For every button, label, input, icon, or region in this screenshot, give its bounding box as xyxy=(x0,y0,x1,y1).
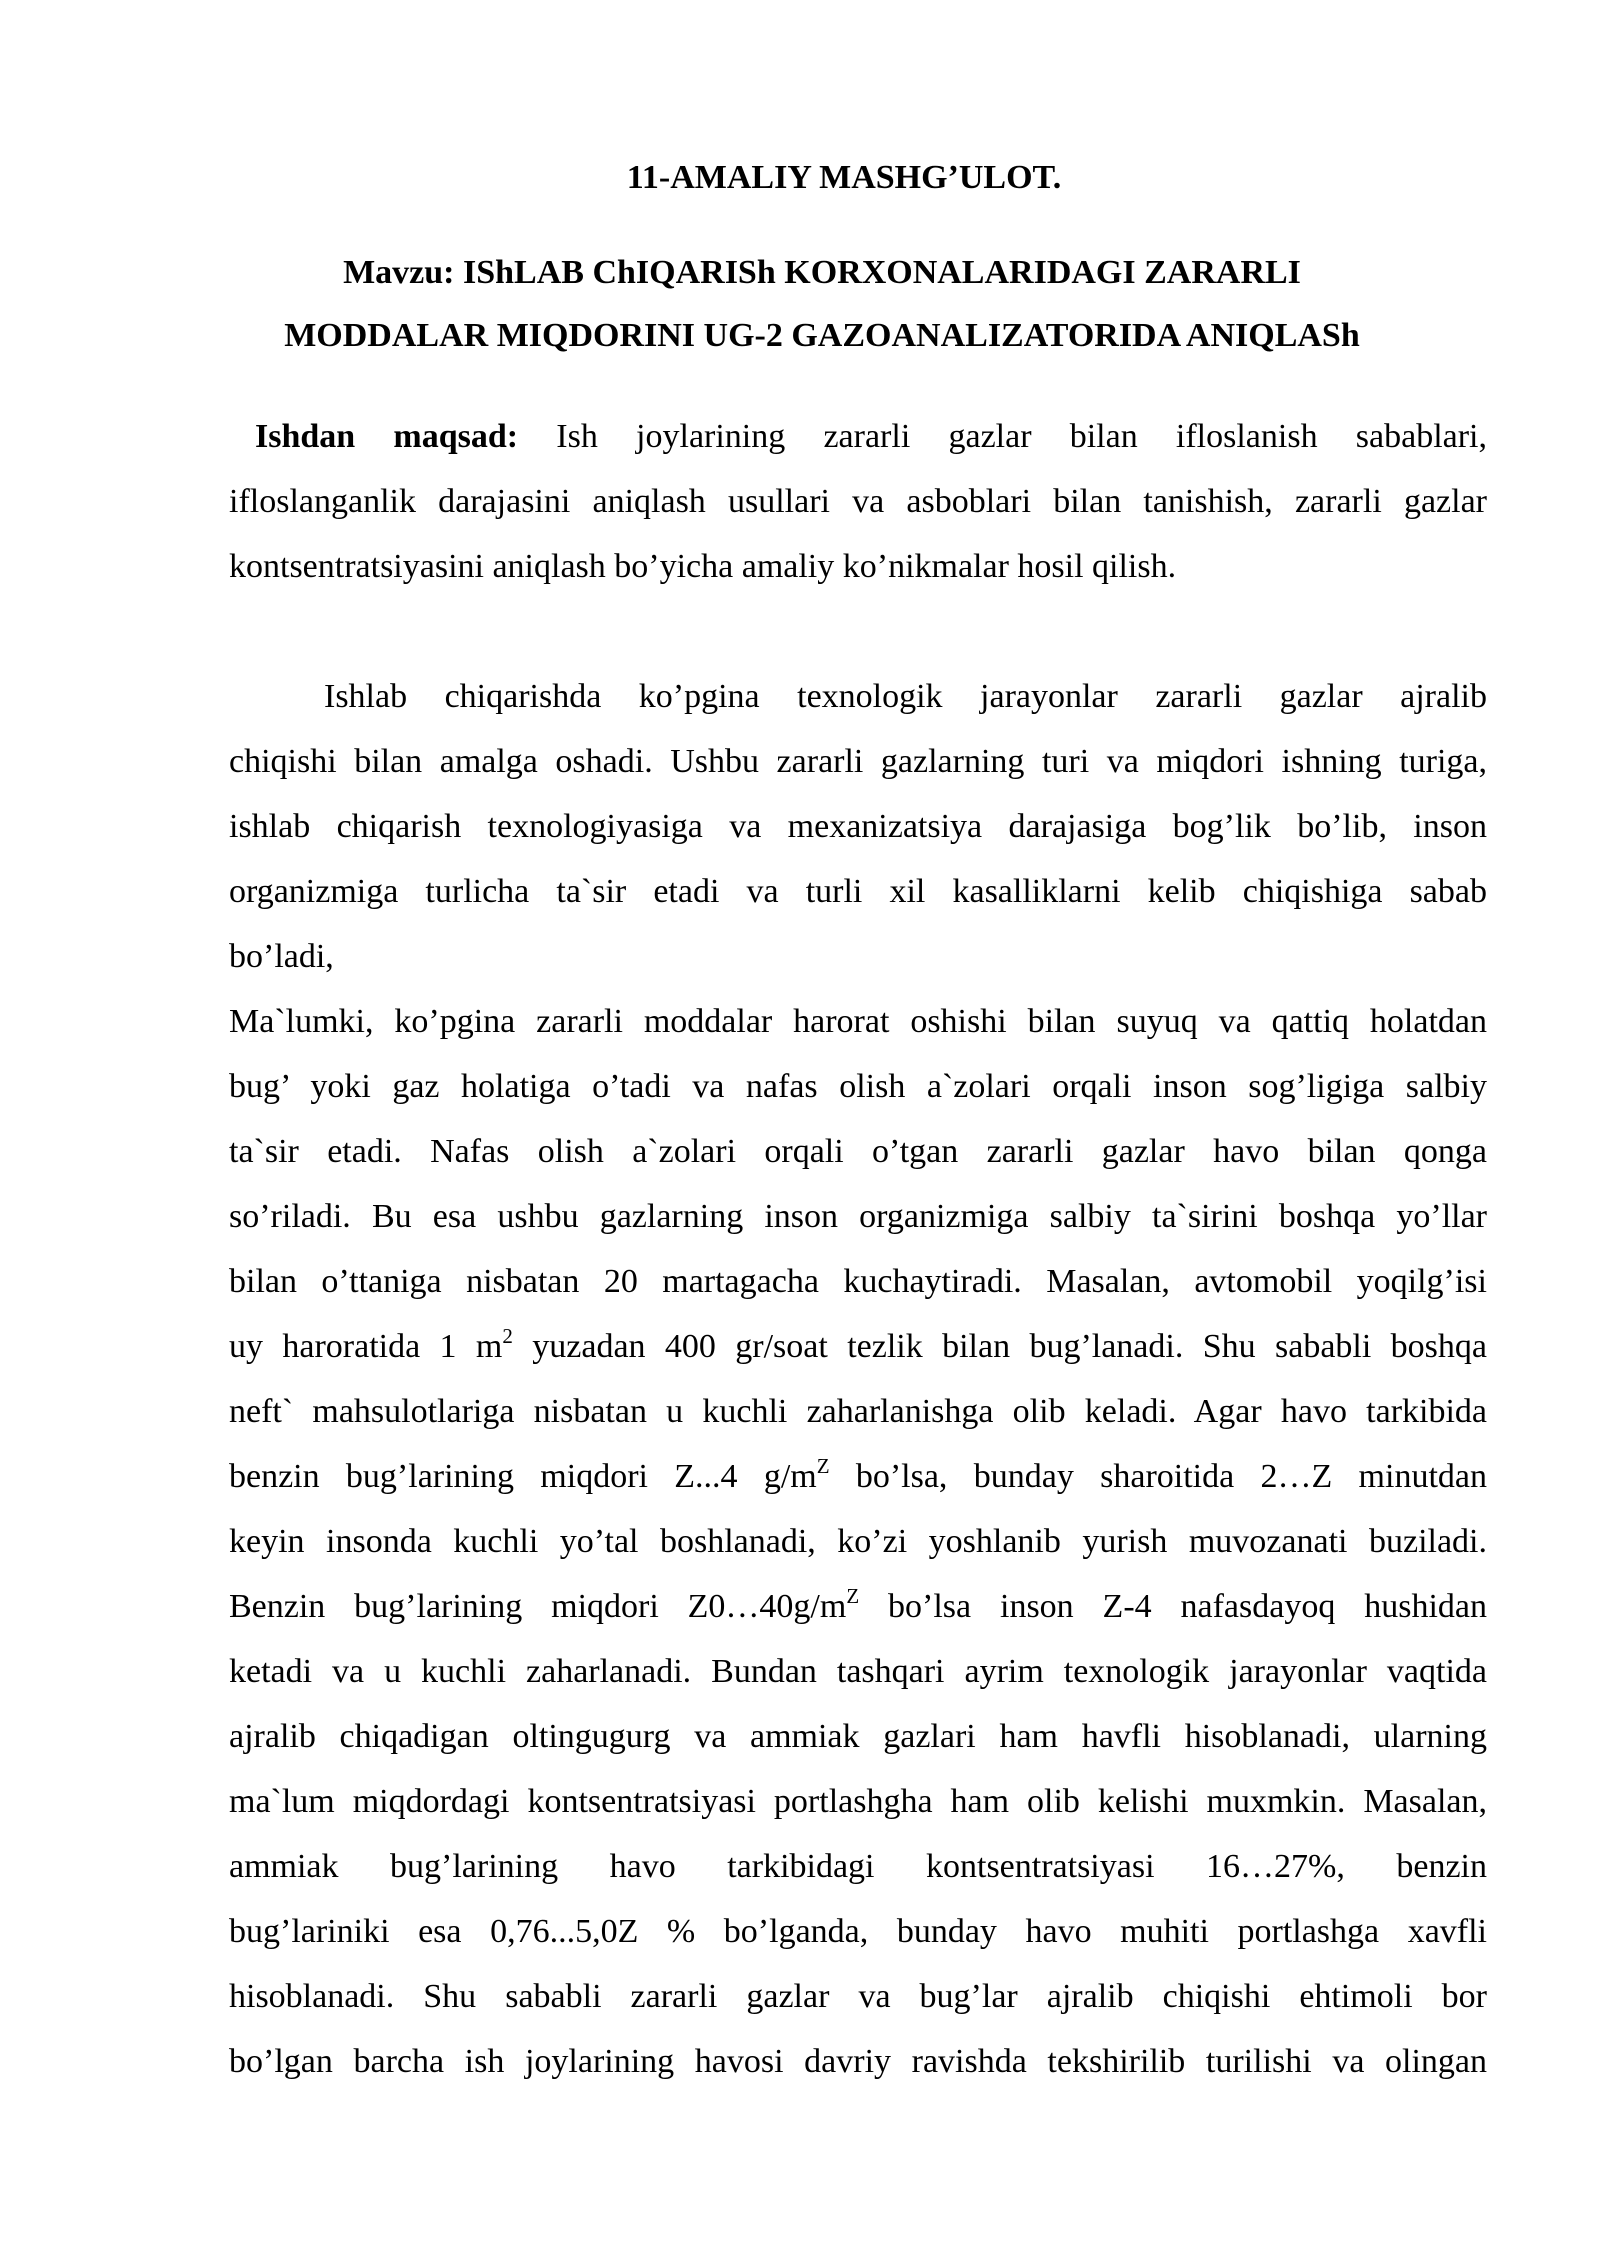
body-line: Ishlab chiqarishda ko’pgina texnologik jarayonlar zararli gazlar ajralib xyxy=(324,678,1487,715)
body-line: ma`lum miqdordagi kontsentratsiyasi portlashgha ham olib kelishi muxmkin. Masalan, xyxy=(229,1783,1487,1820)
body-line: chiqishi bilan amalga oshadi. Ushbu zararli gazlarning turi va miqdori ishning turiga, xyxy=(229,743,1487,780)
body-line xyxy=(229,2094,1487,2159)
superscript: Z xyxy=(816,1454,830,1478)
topic-heading-line-2: MODDALAR MIQDORINI UG-2 GAZOANALIZATORIDA ANIQLASh xyxy=(284,317,1360,354)
body-line: hisoblanadi. Shu sababli zararli gazlar va bug’lar ajralib chiqishi ehtimoli bor xyxy=(229,1978,1487,2015)
body-line: ishlab chiqarish texnologiyasiga va mexanizatsiya darajasiga bog’lik bo’lib, inson xyxy=(229,808,1487,845)
document-title: 11-AMALIY MASHG’ULOT. xyxy=(626,159,1062,196)
body-line: ta`sir etadi. Nafas olish a`zolari orqali o’tgan zararli gazlar havo bilan qonga xyxy=(229,1133,1487,1170)
body-line xyxy=(229,1314,1487,1379)
body-line xyxy=(229,1444,1487,1509)
superscript: 2 xyxy=(502,1324,513,1348)
body-line: bo’ladi, xyxy=(229,938,334,975)
body-text: bo’lsa inson Z-4 nafasdayoq hushidan xyxy=(859,1588,1487,1625)
body-line: neft` mahsulotlariga nisbatan u kuchli zaharlanishga olib keladi. Agar havo tarkibida xyxy=(229,1393,1487,1430)
topic-heading-line-1: Mavzu: IShLAB ChIQARISh KORXONALARIDAGI ZARARLI xyxy=(343,254,1301,291)
body-text: benzin bug’larining miqdori Z...4 g/m xyxy=(229,1458,817,1495)
main-paragraph xyxy=(229,664,1487,2159)
body-line: bug’ yoki gaz holatiga o’tadi va nafas olish a`zolari orqali inson sog’ligiga salbiy xyxy=(229,1068,1487,1105)
aim-label: Ishdan maqsad: xyxy=(255,418,519,455)
body-line: bug’lariniki esa 0,76...5,0Z % bo’lganda, bunday havo muhiti portlashga xavfli xyxy=(229,1913,1487,1950)
body-line: ajralib chiqadigan oltingugurg va ammiak gazlari ham havfli hisoblanadi, ularning xyxy=(229,1718,1487,1755)
aim-text: Ish joylarining zararli gazlar bilan ifloslanish sabablari, xyxy=(518,418,1487,455)
aim-line: ifloslanganlik darajasini aniqlash usullari va asboblari bilan tanishish, zararli gazlar xyxy=(229,483,1487,520)
body-text: uy haroratida 1 m xyxy=(229,1328,503,1365)
aim-line xyxy=(229,404,1487,469)
body-line: organizmiga turlicha ta`sir etadi va turli xil kasalliklarni kelib chiqishiga sabab xyxy=(229,873,1487,910)
body-line: bilan o’ttaniga nisbatan 20 martagacha kuchaytiradi. Masalan, avtomobil yoqilg’isi xyxy=(229,1263,1487,1300)
aim-line: kontsentratsiyasini aniqlash bo’yicha amaliy ko’nikmalar hosil qilish. xyxy=(229,548,1177,585)
body-line: ketadi va u kuchli zaharlanadi. Bundan tashqari ayrim texnologik jarayonlar vaqtida xyxy=(229,1653,1487,1690)
body-line: bo’lgan barcha ish joylarining havosi davriy ravishda tekshirilib turilishi va olingan xyxy=(229,2043,1487,2080)
body-line: ammiak bug’larining havo tarkibidagi kontsentratsiyasi 16…27%, benzin xyxy=(229,1848,1487,1885)
aim-paragraph xyxy=(229,404,1487,599)
body-text: bo’lsa, bunday sharoitida 2…Z minutdan xyxy=(829,1458,1487,1495)
body-line: keyin insonda kuchli yo’tal boshlanadi, ko’zi yoshlanib yurish muvozanati buziladi. xyxy=(229,1523,1487,1560)
body-line: so’riladi. Bu esa ushbu gazlarning inson organizmiga salbiy ta`sirini boshqa yo’llar xyxy=(229,1198,1487,1235)
body-line: Ma`lumki, ko’pgina zararli moddalar harorat oshishi bilan suyuq va qattiq holatdan xyxy=(229,1003,1487,1040)
body-text: yuzadan 400 gr/soat tezlik bilan bug’lanadi. Shu sababli boshqa xyxy=(512,1328,1487,1365)
body-text: Benzin bug’larining miqdori Z0…40g/m xyxy=(229,1588,847,1625)
body-line xyxy=(229,1574,1487,1639)
superscript: Z xyxy=(846,1584,860,1608)
